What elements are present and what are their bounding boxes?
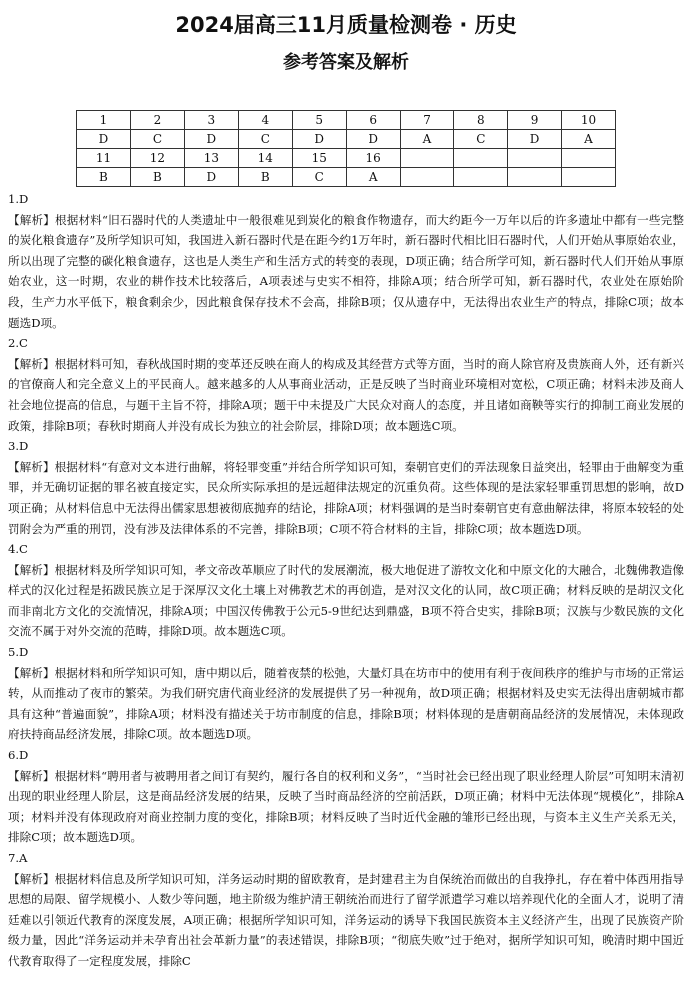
answer-table-cell: D bbox=[184, 168, 238, 187]
answer-table-cell: B bbox=[77, 168, 131, 187]
answer-table-cell: A bbox=[346, 168, 400, 187]
answer-table-cell: D bbox=[292, 130, 346, 149]
answer-table-cell: C bbox=[454, 130, 508, 149]
answer-table-cell: 13 bbox=[184, 149, 238, 168]
answer-table-cell: 6 bbox=[346, 111, 400, 130]
answer-table-cell: B bbox=[238, 168, 292, 187]
question-answer-number: 7.A bbox=[8, 851, 28, 865]
answer-table-cell: B bbox=[130, 168, 184, 187]
answer-table-cell bbox=[400, 168, 454, 187]
answer-table-cell: 15 bbox=[292, 149, 346, 168]
answer-table-cell: D bbox=[184, 130, 238, 149]
answer-table-cell: 7 bbox=[400, 111, 454, 130]
answer-table-cell bbox=[561, 149, 615, 168]
question-explanation: 【解析】根据材料“有意对文本进行曲解，将轻罪变重”并结合所学知识可知，秦朝官吏们的弄法现象日益突出，轻罪由于曲解变为重罪，并无确切证据的罪名被直接定实，民众所实际承担的是远超律法规定的沉重负荷。这些体现的是法家轻罪重罚思想的影响，故D项正确；从材料信息中无法得出儒家思想被彻底抛弃的结论，排除A项；材料强调的是当时秦朝官吏有意曲解法律，将原本较轻的处罚附会为严重的刑罚，没有涉及法律体系的不完善，排除B项；C项不符合材料的主旨，排除C项；故本题选D项。 bbox=[8, 459, 684, 536]
answer-table-row bbox=[77, 130, 616, 149]
answer-table-row bbox=[77, 168, 616, 187]
question-answer-number: 1.D bbox=[8, 192, 29, 206]
answer-table-cell: 12 bbox=[130, 149, 184, 168]
answer-table-cell: 2 bbox=[130, 111, 184, 130]
answer-table-cell: 1 bbox=[77, 111, 131, 130]
answer-table-cell: 9 bbox=[508, 111, 562, 130]
answer-table-cell: 10 bbox=[561, 111, 615, 130]
question-answer-number: 4.C bbox=[8, 542, 28, 557]
question-explanation: 【解析】根据材料“聘用者与被聘用者之间订有契约，履行各自的权利和义务”，“当时社会已经出现了职业经理人阶层”可知明末清初出现的职业经理人阶层，这是商品经济发展的结果，反映了当时商品经济的空前活跃，D项正确；材料中无法体现“规模化”，排除A项；材料并没有体现政府对商业控制力度的变化，排除B项；材料反映了当时近代金融的雏形已经出现，与资本主义生产关系无关，排除C项；故本题选D项。 bbox=[8, 768, 684, 845]
question-explanation: 【解析】根据材料可知，春秋战国时期的变革还反映在商人的构成及其经营方式等方面，当时的商人除官府及贵族商人外，还有新兴的官僚商人和完全意义上的平民商人。越来越多的人从事商业活动，正是反映了当时商业环境相对宽松，C项正确；材料未涉及商人社会地位提高的信息，与题干主旨不符，排除A项；题干中未提及广大民众对商人的态度，并且诸如商鞅等实行的抑制工商业发展的政策，排除B项；春秋时期商人并没有成长为独立的社会阶层，排除D项；故本题选C项。 bbox=[8, 356, 684, 433]
question-explanation: 【解析】根据材料信息及所学知识可知，洋务运动时期的留欧教育，是封建君主为自保统治而做出的自我挣扎，存在着中体西用指导思想的局限、留学规模小、人数少等问题，地主阶级为维护清王朝统治而进行了留学派遣学习难以培养现代化的全面人才，说明了清廷难以引领近代教育的深度发展，A项正确；根据所学知识可知，洋务运动的诱导下我国民族资本主义经济产生，出现了民族资产阶级力量，因此“洋务运动并未孕育出社会革新力量”的表述错误，排除B项；“彻底失败”过于绝对，据所学知识可知，晚清时期中国近代教育取得了一定程度发展，排除C bbox=[8, 871, 684, 968]
answer-table-cell: A bbox=[400, 130, 454, 149]
answer-table-cell: 14 bbox=[238, 149, 292, 168]
answer-table-cell: 3 bbox=[184, 111, 238, 130]
question-explanation: 【解析】根据材料和所学知识可知，唐中期以后，随着夜禁的松弛，大量灯具在坊市中的使用有利于夜间秩序的维护与市场的正常运转，从而推动了夜市的繁荣。为我们研究唐代商业经济的发展提供了另一种视角，故D项正确；根据材料及史实无法得出唐朝城市都具有这种“普遍面貌”，排除A项；材料没有描述关于坊市制度的信息，排除B项；材料体现的是唐朝商品经济的发展情况，未体现政府扶持商品经济发展，排除C项。故本题选D项。 bbox=[8, 665, 684, 742]
question-explanation: 【解析】根据材料及所学知识可知，孝文帝改革顺应了时代的发展潮流，极大地促进了游牧文化和中原文化的大融合，北魏佛教造像样式的汉化过程是拓跋民族立足于深厚汉文化土壤上对佛教艺术的再创造，是对汉文化的认同，故C项正确；材料反映的是胡汉文化而非南北方文化的交流情况，排除A项；中国汉传佛教于公元5-9世纪达到鼎盛，B项不符合史实，排除B项；汉族与少数民族的文化交流不属于对外交流的范畴，排除D项。故本题选C项。 bbox=[8, 562, 684, 639]
answer-table-cell: C bbox=[130, 130, 184, 149]
question-answer-number: 5.D bbox=[8, 645, 29, 660]
answer-table-cell: A bbox=[561, 130, 615, 149]
question-answer-number: 2.C bbox=[8, 336, 28, 351]
question-explanation: 【解析】根据材料“旧石器时代的人类遗址中一般很难见到炭化的粮食作物遗存，而大约距今一万年以后的许多遗址中都有一些完整的炭化粮食遗存”及所学知识可知，我国进入新石器时代是在距今约1万年时，新石器时代相比旧石器时代，人们开始从事原始农业，所以出现了完整的碳化粮食遗存，这也是人类生产和生活方式的转变的表现，D项正确；结合所学可知，新石器时代人们开始从事原始农业，这一时期，农业的耕作技术比较落后，A项表述与史实不相符，排除A项；结合所学可知，新石器时代，农业处在原始阶段，生产力水平低下，粮食剩余少，因此粮食保存技术不会高，排除B项；仅从遗存中，无法得出农业生产的特点，排除C项；故本题选D项。 bbox=[8, 212, 684, 330]
answer-table-row bbox=[77, 149, 616, 168]
document-title: 2024届高三11月质量检测卷 · 历史 bbox=[175, 13, 517, 37]
document-subtitle: 参考答案及解析 bbox=[283, 52, 409, 73]
answer-table-row bbox=[77, 111, 616, 130]
answer-table-cell: 16 bbox=[346, 149, 400, 168]
answer-table-cell bbox=[400, 149, 454, 168]
question-answer-number: 6.D bbox=[8, 748, 29, 763]
answer-table-cell: C bbox=[292, 168, 346, 187]
answer-table-cell: 4 bbox=[238, 111, 292, 130]
answer-table bbox=[76, 110, 616, 187]
answer-table-cell bbox=[454, 149, 508, 168]
answer-table-cell: 8 bbox=[454, 111, 508, 130]
answer-table-cell: D bbox=[508, 130, 562, 149]
answer-table-cell: 5 bbox=[292, 111, 346, 130]
answer-table-cell: 11 bbox=[77, 149, 131, 168]
question-answer-number: 3.D bbox=[8, 439, 29, 454]
explanations bbox=[8, 189, 684, 972]
answer-table-cell: C bbox=[238, 130, 292, 149]
answer-table-cell bbox=[508, 149, 562, 168]
answer-table-cell bbox=[561, 168, 615, 187]
answer-table-cell bbox=[508, 168, 562, 187]
answer-table-cell bbox=[454, 168, 508, 187]
answer-table-cell: D bbox=[346, 130, 400, 149]
answer-table-cell: D bbox=[77, 130, 131, 149]
